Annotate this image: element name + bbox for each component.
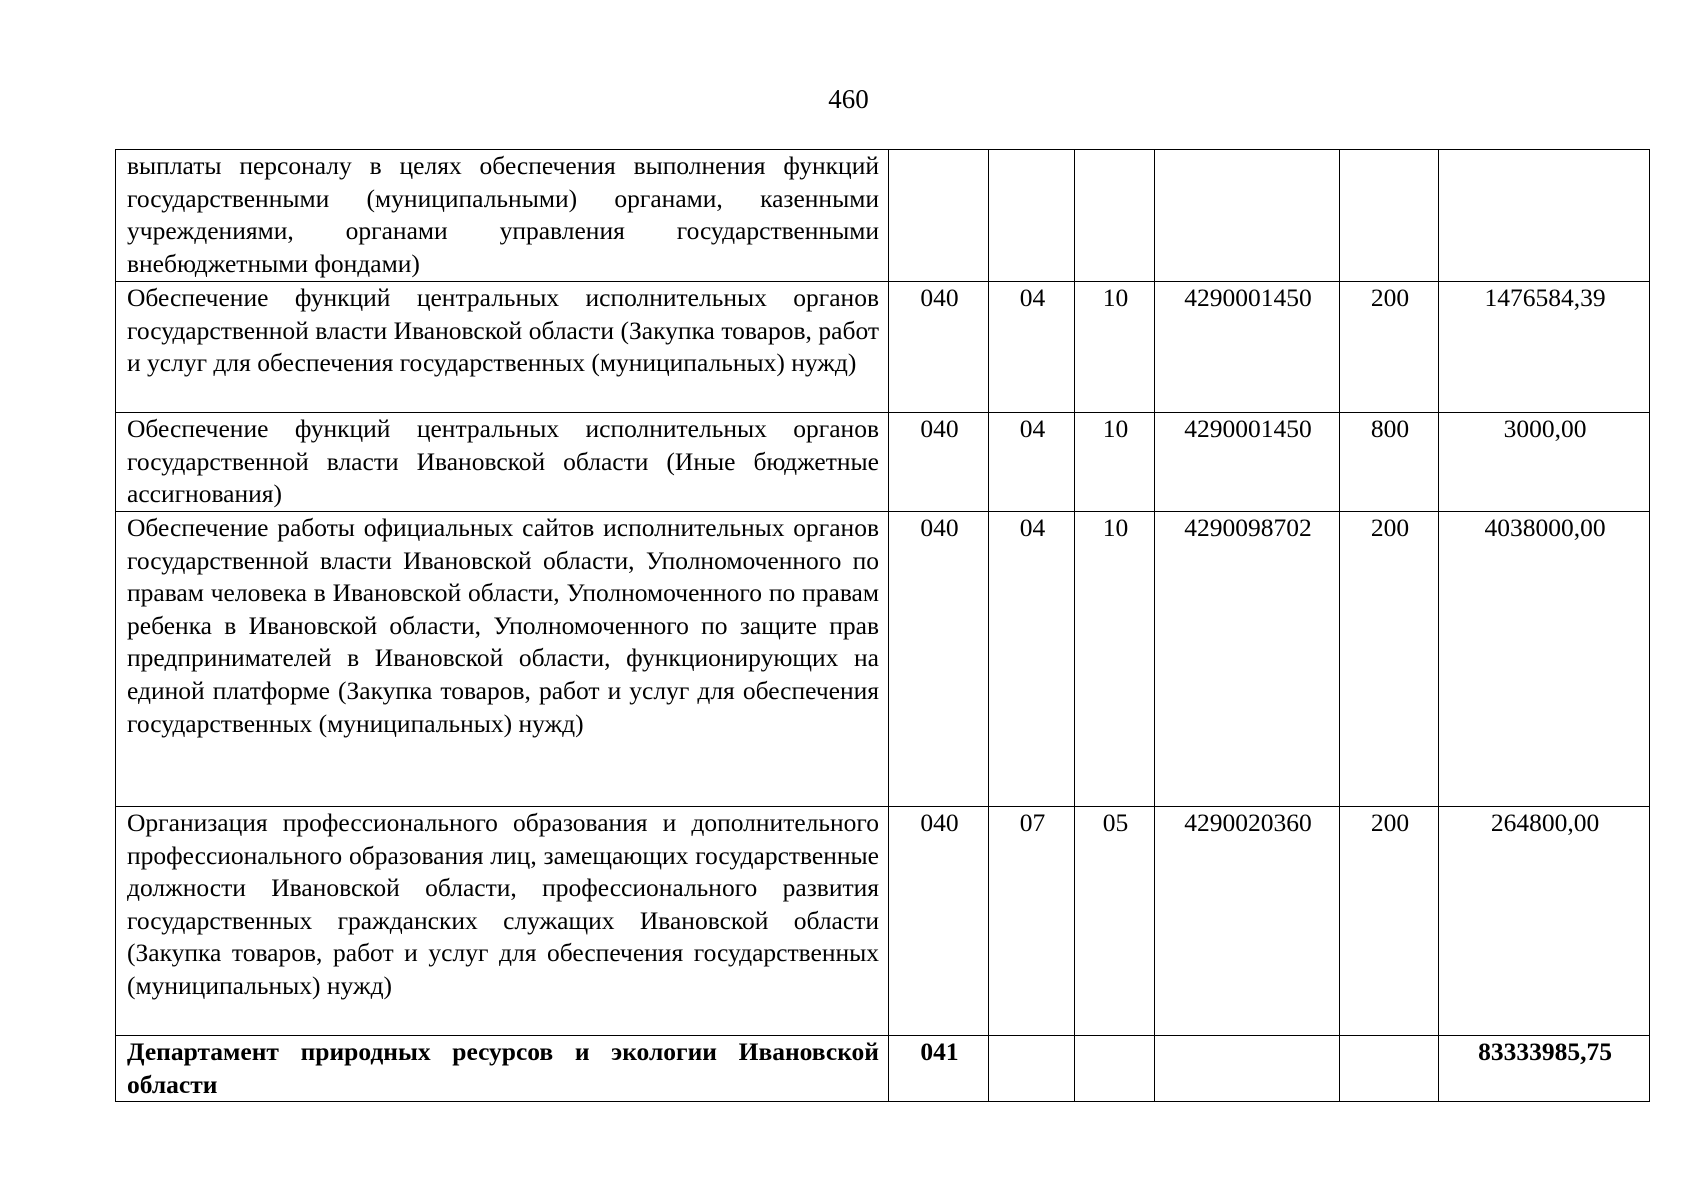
row-target-article-code: 4290001450 bbox=[1155, 413, 1340, 512]
row-expense-type-code bbox=[1340, 150, 1439, 282]
table-row-department-total bbox=[116, 1036, 1650, 1102]
row-target-article-code: 4290001450 bbox=[1155, 282, 1340, 413]
row-target-article-code: 4290020360 bbox=[1155, 807, 1340, 1036]
row-amount: 1476584,39 bbox=[1439, 282, 1650, 413]
row-ved-code bbox=[889, 150, 989, 282]
table-row bbox=[116, 413, 1650, 512]
row-subsection-code bbox=[1075, 150, 1155, 282]
budget-table bbox=[115, 149, 1650, 1102]
table-row bbox=[116, 512, 1650, 807]
row-section-code: 04 bbox=[989, 512, 1075, 807]
row-subsection-code: 10 bbox=[1075, 413, 1155, 512]
row-description: Организация профессионального образования и дополнительного профессионального образования лиц, замещающих государственные должности Ивановской области, профессионального развития государственных гражданских служащих Ивановской области (Закупка товаров, работ и услуг для обеспечения государственных (муниципальных) нужд) bbox=[116, 807, 889, 1036]
row-ved-code: 041 bbox=[889, 1036, 989, 1102]
row-description: Департамент природных ресурсов и экологии Ивановской области bbox=[116, 1036, 889, 1102]
row-subsection-code: 10 bbox=[1075, 282, 1155, 413]
table-row bbox=[116, 150, 1650, 282]
row-amount: 83333985,75 bbox=[1439, 1036, 1650, 1102]
row-subsection-code bbox=[1075, 1036, 1155, 1102]
row-description: Обеспечение работы официальных сайтов исполнительных органов государственной власти Ивановской области, Уполномоченного по правам человека в Ивановской области, Уполномоченного по правам ребенка в Ивановской области, Уполномоченного по защите прав предпринимателей в Ивановской области, функционирующих на единой платформе (Закупка товаров, работ и услуг для обеспечения государственных (муниципальных) нужд) bbox=[116, 512, 889, 807]
row-target-article-code: 4290098702 bbox=[1155, 512, 1340, 807]
row-expense-type-code: 800 bbox=[1340, 413, 1439, 512]
row-amount bbox=[1439, 150, 1650, 282]
row-subsection-code: 05 bbox=[1075, 807, 1155, 1036]
row-ved-code: 040 bbox=[889, 807, 989, 1036]
row-description: выплаты персоналу в целях обеспечения выполнения функций государственными (муниципальными) органами, казенными учреждениями, органами управления государственными внебюджетными фондами) bbox=[116, 150, 889, 282]
row-section-code: 07 bbox=[989, 807, 1075, 1036]
row-section-code bbox=[989, 1036, 1075, 1102]
row-expense-type-code: 200 bbox=[1340, 282, 1439, 413]
row-ved-code: 040 bbox=[889, 282, 989, 413]
row-target-article-code bbox=[1155, 1036, 1340, 1102]
row-ved-code: 040 bbox=[889, 512, 989, 807]
row-expense-type-code: 200 bbox=[1340, 512, 1439, 807]
row-amount: 264800,00 bbox=[1439, 807, 1650, 1036]
table-row bbox=[116, 282, 1650, 413]
row-expense-type-code bbox=[1340, 1036, 1439, 1102]
row-expense-type-code: 200 bbox=[1340, 807, 1439, 1036]
row-description: Обеспечение функций центральных исполнительных органов государственной власти Ивановской области (Иные бюджетные ассигнования) bbox=[116, 413, 889, 512]
row-ved-code: 040 bbox=[889, 413, 989, 512]
row-section-code: 04 bbox=[989, 413, 1075, 512]
row-amount: 3000,00 bbox=[1439, 413, 1650, 512]
table-row bbox=[116, 807, 1650, 1036]
row-section-code: 04 bbox=[989, 282, 1075, 413]
row-amount: 4038000,00 bbox=[1439, 512, 1650, 807]
row-subsection-code: 10 bbox=[1075, 512, 1155, 807]
row-description: Обеспечение функций центральных исполнительных органов государственной власти Ивановской области (Закупка товаров, работ и услуг для обеспечения государственных (муниципальных) нужд) bbox=[116, 282, 889, 413]
row-section-code bbox=[989, 150, 1075, 282]
page-number: 460 bbox=[828, 84, 869, 114]
row-target-article-code bbox=[1155, 150, 1340, 282]
